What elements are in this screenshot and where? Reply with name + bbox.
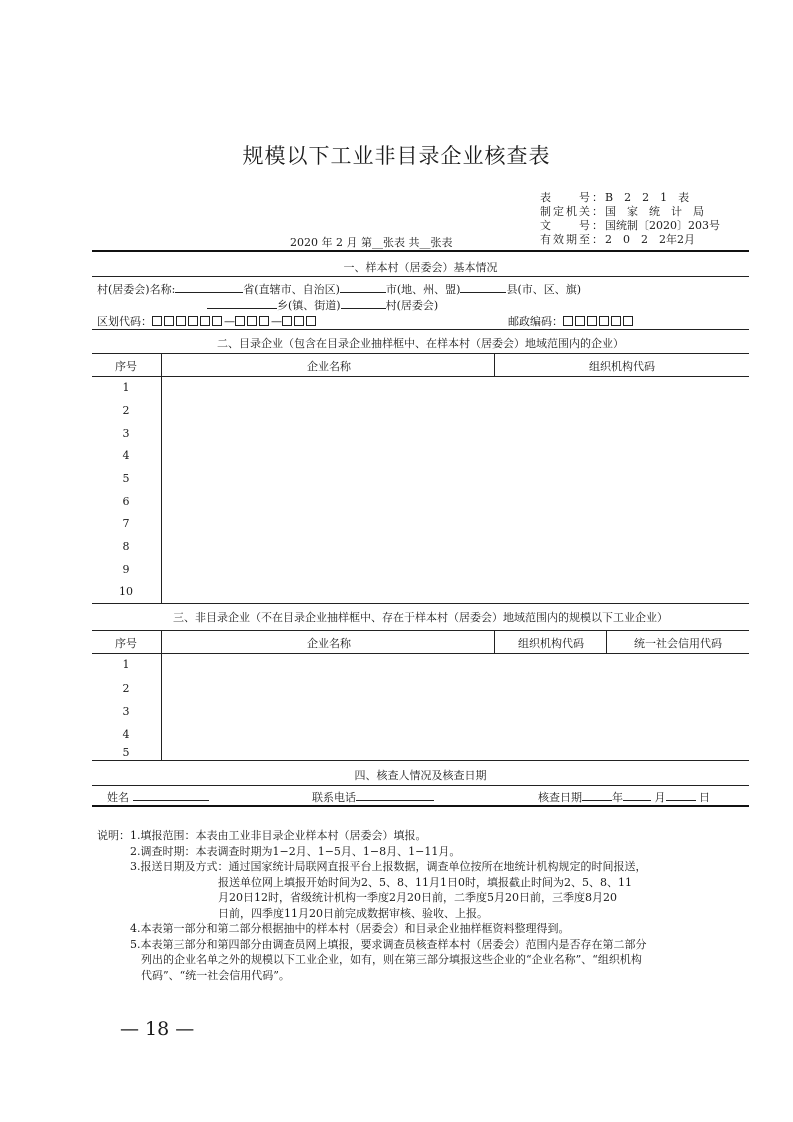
divider bbox=[92, 760, 749, 761]
postal-code-line: 邮政编码： bbox=[508, 313, 635, 329]
divider bbox=[92, 276, 749, 277]
note-line: 报送单位网上填报开始时间为2、5、8、11月1日0时，填报截止时间为2、5、8、11 bbox=[97, 875, 632, 889]
division-code-boxes[interactable]: — — bbox=[152, 315, 318, 328]
note-line: 2.调查时期：本表调查时期为1−2月、1−5月、1−8月、1−11月。 bbox=[97, 844, 461, 858]
section3-col-company: 企业名称 bbox=[307, 637, 351, 650]
divider bbox=[92, 353, 749, 354]
table-row: 8 bbox=[122, 540, 130, 553]
township-line: 乡(镇、街道) 村(居委会) bbox=[207, 297, 438, 313]
meta-valid-until: 有效期至： 2 0 2 2年2月 bbox=[540, 233, 695, 246]
table-row: 1 bbox=[122, 381, 130, 394]
divider bbox=[92, 329, 749, 330]
column-divider bbox=[161, 353, 162, 603]
inspector-name-line: 姓名 bbox=[107, 789, 209, 805]
note-line: 代码”、“统一社会信用代码”。 bbox=[97, 968, 290, 982]
divider bbox=[92, 603, 749, 604]
section2-col-org-code: 组织机构代码 bbox=[589, 360, 655, 373]
table-row: 4 bbox=[122, 728, 130, 741]
column-divider bbox=[494, 353, 495, 376]
village-name-line: 村(居委会)名称: 省(直辖市、自治区) 市(地、州、盟) 县(市、区、旗) bbox=[97, 283, 582, 296]
table-row: 5 bbox=[122, 472, 130, 485]
section3-col-seq: 序号 bbox=[115, 637, 137, 650]
note-line: 5.本表第三部分和第四部分由调查员网上填报，要求调查员核查样本村（居委会）范围内是否存在第二部分 bbox=[97, 937, 647, 951]
division-code-line: 区划代码： — — bbox=[97, 313, 318, 329]
table-top-border bbox=[92, 250, 749, 252]
table-row: 3 bbox=[122, 705, 130, 718]
table-row: 9 bbox=[122, 563, 130, 576]
inspection-day-field[interactable] bbox=[666, 790, 696, 801]
section2-col-seq: 序号 bbox=[115, 360, 137, 373]
meta-authority: 制定机关： 国 家 统 计 局 bbox=[540, 205, 704, 218]
page-title: 规模以下工业非目录企业核查表 bbox=[242, 144, 551, 168]
section2-col-company: 企业名称 bbox=[307, 360, 351, 373]
county-field[interactable] bbox=[460, 282, 506, 293]
inspection-date-line: 核查日期 年 月 日 bbox=[538, 791, 710, 804]
township-field[interactable] bbox=[207, 298, 277, 309]
village-name-field[interactable] bbox=[175, 282, 243, 293]
inspection-year-field[interactable] bbox=[582, 790, 612, 801]
table-row: 2 bbox=[122, 404, 130, 417]
meta-form-number: 表 号： B 2 2 1 表 bbox=[540, 191, 690, 204]
page-number: — 18 — bbox=[120, 1018, 195, 1040]
table-row: 1 bbox=[122, 658, 130, 671]
note-line: 4.本表第一部分和第二部分根据抽中的样本村（居委会）和目录企业抽样框资料整理得到。 bbox=[97, 922, 570, 935]
section3-header: 三、非目录企业（不在目录企业抽样框中、存在于样本村（居委会）地域范围内的规模以下工业企业） bbox=[173, 611, 668, 624]
note-line: 列出的企业名单之外的规模以下工业企业，如有，则在第三部分填报这些企业的“企业名称”、“组织机构 bbox=[97, 953, 642, 966]
inspector-phone-field[interactable] bbox=[356, 790, 434, 801]
divider bbox=[92, 785, 749, 786]
divider bbox=[92, 630, 749, 631]
table-row: 10 bbox=[119, 585, 133, 598]
inspector-name-field[interactable] bbox=[133, 790, 209, 801]
form-meta bbox=[540, 191, 720, 247]
table-row: 6 bbox=[122, 495, 130, 508]
note-line: 3.报送日期及方式：通过国家统计局联网直报平台上报数据，调查单位按所在地统计机构规定的时间报送， bbox=[97, 860, 647, 873]
report-date-line: 2020 年 2 月 第__张表 共__张表 bbox=[290, 236, 453, 249]
postal-code-boxes[interactable] bbox=[563, 315, 635, 328]
city-field[interactable] bbox=[340, 282, 386, 293]
column-divider bbox=[494, 630, 495, 653]
table-row: 4 bbox=[122, 449, 130, 462]
section3-col-credit-code: 统一社会信用代码 bbox=[634, 637, 722, 650]
section3-col-org-code: 组织机构代码 bbox=[518, 637, 584, 650]
column-divider bbox=[606, 630, 607, 653]
table-bottom-border bbox=[92, 805, 749, 807]
table-row: 3 bbox=[122, 427, 130, 440]
note-line: 日前，四季度11月20日前完成数据审核、验收、上报。 bbox=[97, 906, 488, 920]
village2-field[interactable] bbox=[341, 298, 386, 309]
note-line: 月20日12时，省级统计机构一季度2月20日前，二季度5月20日前，三季度8月20 bbox=[97, 891, 617, 904]
divider bbox=[92, 376, 749, 377]
table-row: 5 bbox=[122, 746, 130, 759]
meta-document-number: 文 号： 国统制〔2020〕203号 bbox=[540, 219, 720, 232]
table-row: 7 bbox=[122, 517, 130, 530]
section4-header: 四、核查人情况及核查日期 bbox=[354, 769, 487, 782]
section2-header: 二、目录企业（包含在目录企业抽样框中、在样本村（居委会）地域范围内的企业） bbox=[217, 337, 624, 350]
column-divider bbox=[161, 630, 162, 760]
table-row: 2 bbox=[122, 682, 130, 695]
inspection-month-field[interactable] bbox=[623, 790, 651, 801]
section1-header: 一、样本村（居委会）基本情况 bbox=[343, 261, 498, 274]
inspector-phone-line: 联系电话 bbox=[312, 789, 434, 805]
note-line: 说明：1.填报范围：本表由工业非目录企业样本村（居委会）填报。 bbox=[97, 829, 427, 842]
notes bbox=[97, 828, 647, 983]
divider bbox=[92, 653, 749, 654]
